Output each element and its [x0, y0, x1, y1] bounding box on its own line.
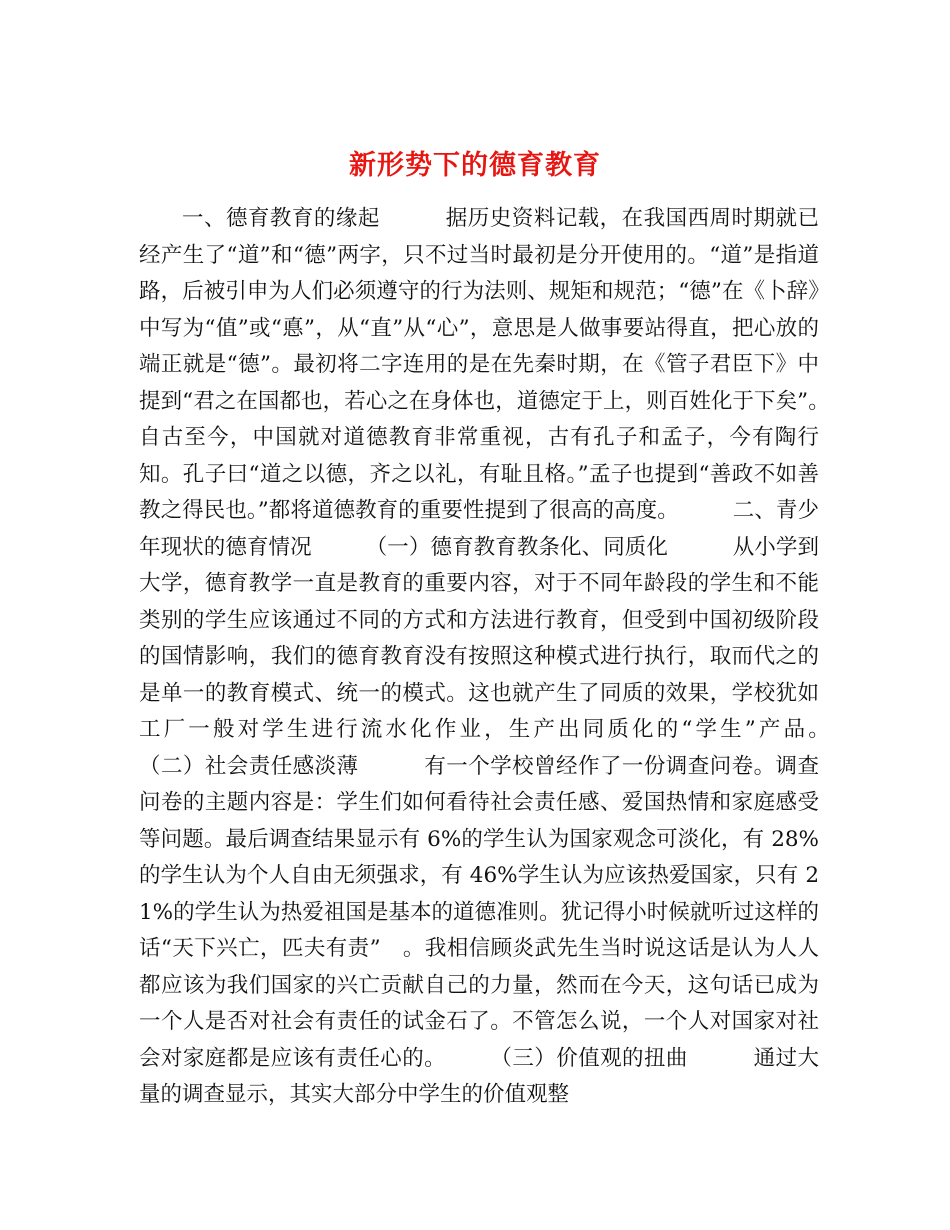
document-body: 一、德育教育的缘起 据历史资料记载，在我国西周时期就已经产生了“道”和“德”两字，只不过当时最初是分开使用的。“道”是指道路，后被引申为人们必须遵守的行为法则、规矩和规范；“德”在《卜辞》中写为“值”或“悳”，从“直”从“心”，意思是人做事要站得直，把心放的端正就是“德”。最初将二字连用的是在先秦时期，在《管子君臣下》中提到“君之在国都也，若心之在身体也，道德定于上，则百姓化于下矣”。 自古至今，中国就对道德教育非常重视，古有孔子和孟子，今有陶行知。孔子曰“道之以德，齐之以礼，有耻且格。”孟子也提到“善政不如善教之得民也。”都将道德教育的重要性提到了很高的高度。 二、青少年现状的德育情况 （一）德育教育教条化、同质化 从小学到大学，德育教学一直是教育的重要内容，对于不同年龄段的学生和不能类别的学生应该通过不同的方式和方法进行教育，但受到中国初级阶段的国情影响，我们的德育教育没有按照这种模式进行执行，取而代之的是单一的教育模式、统一的模式。这也就产生了同质的效果，学校犹如工厂一般对学生进行流水化作业，生产出同质化的“学生”产品。 （二）社会责任感淡薄 有一个学校曾经作了一份调查问卷。调查问卷的主题内容是：学生们如何看待社会责任感、爱国热情和家庭感受等问题。最后调查结果显示有 6%的学生认为国家观念可淡化，有 28%的学生认为个人自由无须强求，有 46%学生认为应该热爱国家，只有 21%的学生认为热爱祖国是基本的道德准则。犹记得小时候就听过这样的话“天下兴亡，匹夫有责” 。我相信顾炎武先生当时说这话是认为人人都应该为我们国家的兴亡贡献自己的力量，然而在今天，这句话已成为一个人是否对社会有责任的试金石了。不管怎么说，一个人对国家对社会对家庭都是应该有责任心的。 （三）价值观的扭曲 通过大量的调查显示，其实大部分中学生的价值观整	[139, 206, 884, 1107]
document-title: 新形势下的德育教育	[349, 150, 601, 182]
